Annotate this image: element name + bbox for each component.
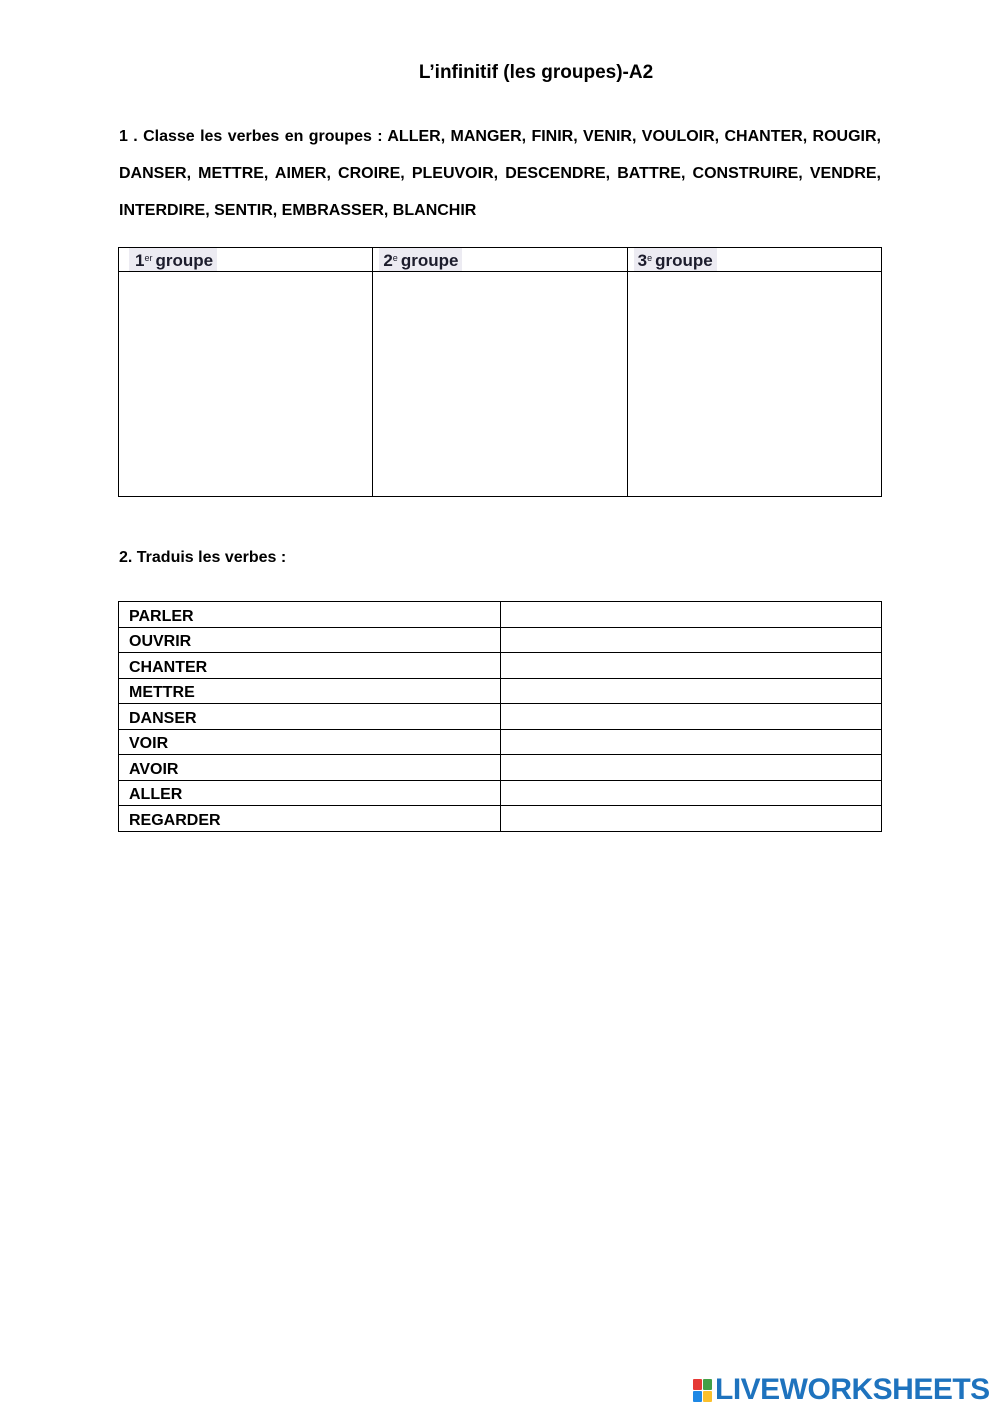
table-row <box>119 627 882 653</box>
verb-cell: PARLER <box>119 602 501 628</box>
verb-groups-table <box>118 247 882 497</box>
header-group-1: 1er groupe <box>119 248 373 272</box>
logo-square-3 <box>693 1391 702 1402</box>
verb-cell: DANSER <box>119 704 501 730</box>
logo-square-4 <box>703 1391 712 1402</box>
header-group-2: 2e groupe <box>373 248 627 272</box>
logo-square-1 <box>693 1379 702 1390</box>
liveworksheets-logo <box>693 1374 990 1406</box>
verb-cell: ALLER <box>119 780 501 806</box>
table-row <box>119 602 882 628</box>
answer-cell-group-2[interactable] <box>373 272 627 497</box>
verb-cell: REGARDER <box>119 806 501 832</box>
translation-answer-cell[interactable] <box>500 780 882 806</box>
logo-icon <box>693 1379 712 1402</box>
table-row <box>119 678 882 704</box>
translation-answer-cell[interactable] <box>500 627 882 653</box>
translation-answer-cell[interactable] <box>500 806 882 832</box>
verb-cell: AVOIR <box>119 755 501 781</box>
translation-answer-cell[interactable] <box>500 704 882 730</box>
exercise-1-instruction: 1 . Classe les verbes en groupes : ALLER, MANGER, FINIR, VENIR, VOULOIR, CHANTER, ROUGIR, DANSER, METTRE, AIMER, CROIRE, PLEUVOIR, DESCENDRE, BATTRE, CONSTRUIRE, VENDRE, INTERDIRE, SENTIR, EMBRASSER, BLANCHIR <box>119 128 881 219</box>
translation-answer-cell[interactable] <box>500 653 882 679</box>
verb-cell: CHANTER <box>119 653 501 679</box>
answer-cell-group-3[interactable] <box>627 272 881 497</box>
translation-table <box>118 601 882 832</box>
translation-answer-cell[interactable] <box>500 602 882 628</box>
translation-answer-cell[interactable] <box>500 729 882 755</box>
exercise-2-instruction: 2. Traduis les verbes : <box>119 549 287 566</box>
table-row <box>119 755 882 781</box>
verb-cell: METTRE <box>119 678 501 704</box>
table-row <box>119 780 882 806</box>
table-row <box>119 653 882 679</box>
table-row <box>119 729 882 755</box>
answer-cell-group-1[interactable] <box>119 272 373 497</box>
translation-answer-cell[interactable] <box>500 678 882 704</box>
worksheet-title: L’infinitif (les groupes)-A2 <box>418 62 654 83</box>
translation-answer-cell[interactable] <box>500 755 882 781</box>
verb-cell: VOIR <box>119 729 501 755</box>
verb-cell: OUVRIR <box>119 627 501 653</box>
header-group-3: 3e groupe <box>627 248 881 272</box>
logo-square-2 <box>703 1379 712 1390</box>
logo-text: LIVEWORKSHEETS <box>715 1373 990 1406</box>
groups-answer-row <box>119 272 882 497</box>
groups-header-row <box>119 248 882 272</box>
table-row <box>119 806 882 832</box>
table-row <box>119 704 882 730</box>
